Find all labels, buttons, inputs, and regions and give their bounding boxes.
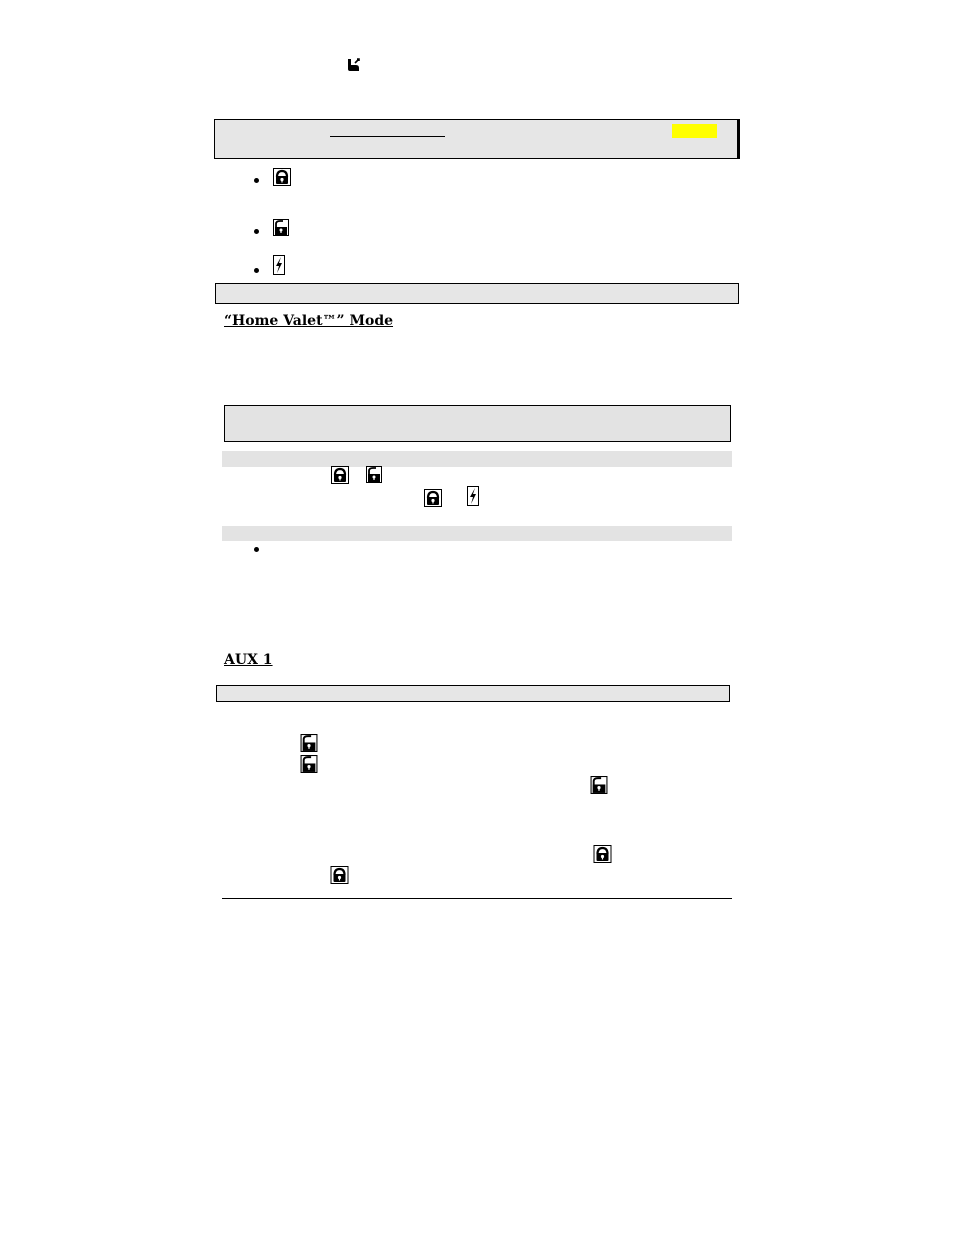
highlight-mark — [672, 124, 717, 138]
aux1-heading: AUX 1 — [224, 652, 273, 668]
home-valet-heading: “Home Valet™” Mode — [224, 313, 394, 329]
notice-underline — [330, 136, 445, 137]
lock-icon — [330, 866, 349, 884]
lock-icon — [331, 466, 349, 484]
section-rule-box — [215, 283, 739, 304]
hand-touch-icon — [346, 56, 363, 73]
lock-icon — [593, 845, 612, 863]
list-bullet — [254, 178, 259, 183]
list-bullet — [254, 547, 259, 552]
lightning-bolt-icon — [467, 486, 479, 506]
shaded-band — [222, 526, 732, 541]
unlock-icon — [273, 219, 289, 236]
shaded-band — [222, 451, 732, 467]
lightning-bolt-icon — [273, 255, 285, 275]
unlock-icon — [300, 755, 318, 773]
lock-icon — [273, 168, 291, 186]
footer-rule — [222, 898, 732, 899]
notice-box — [214, 119, 740, 159]
lock-icon — [424, 489, 442, 507]
list-bullet — [254, 229, 259, 234]
note-box — [224, 405, 731, 442]
aux-rule-box — [216, 685, 730, 702]
unlock-icon — [590, 776, 608, 794]
unlock-icon — [300, 734, 318, 752]
list-bullet — [254, 268, 259, 273]
unlock-icon — [366, 466, 382, 483]
